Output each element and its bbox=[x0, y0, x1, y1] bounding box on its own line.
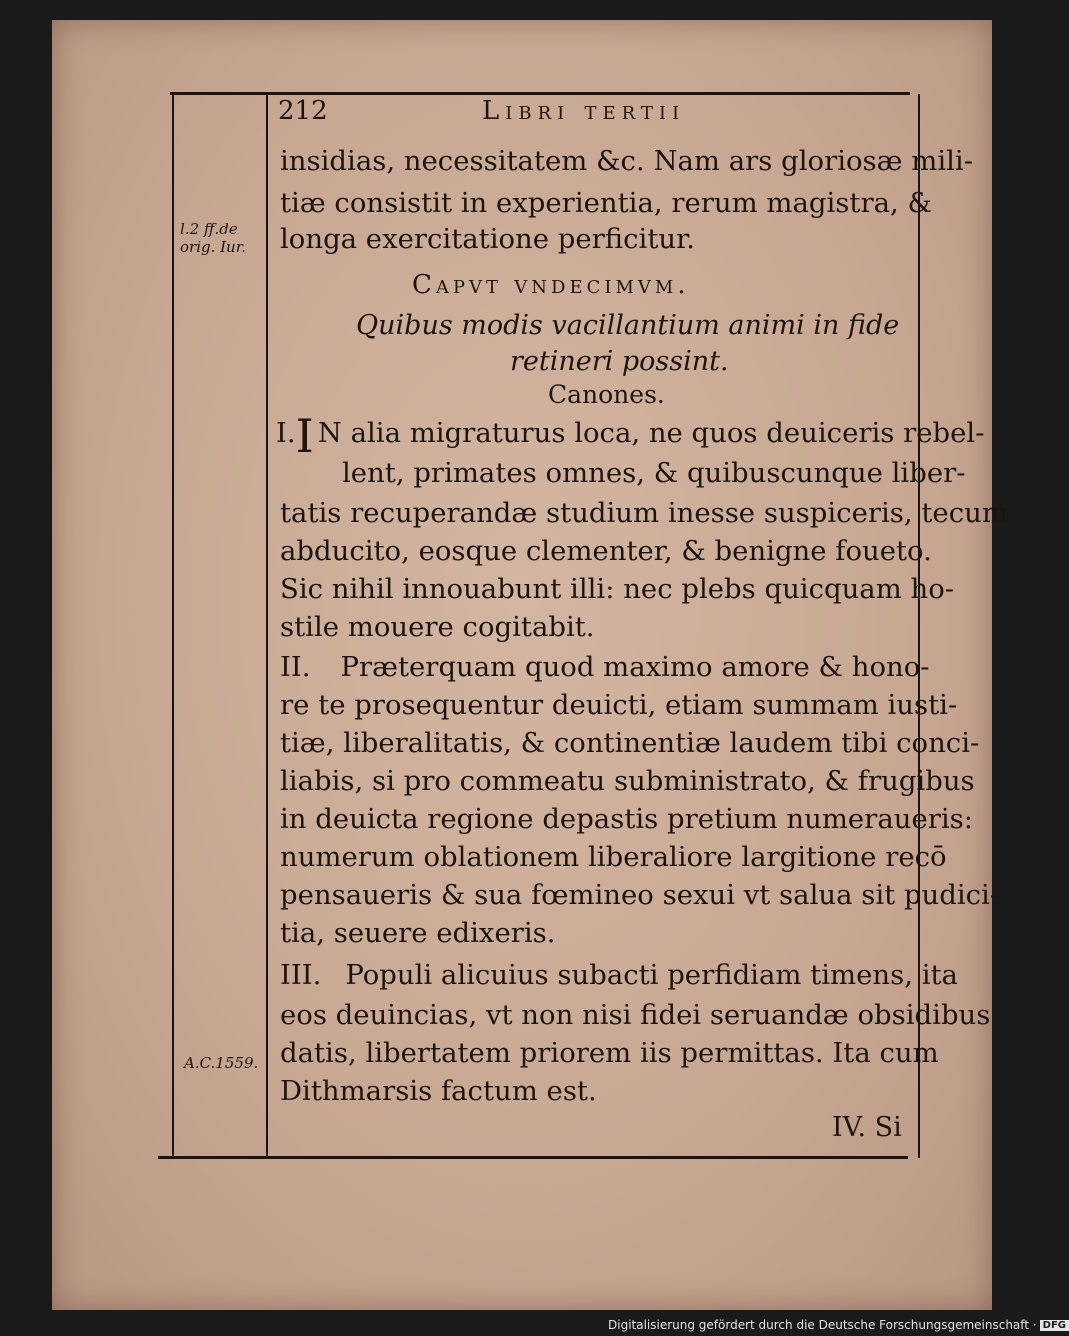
canon-numeral: I. bbox=[276, 417, 296, 449]
catchword: IV. Si bbox=[832, 1112, 902, 1143]
text-line: tiæ, liberalitatis, & continentiæ laudem tibi conci- bbox=[280, 727, 980, 759]
canon-1-first-text: N alia migraturus loca, ne quos deuiceris rebel- bbox=[317, 417, 985, 449]
dfg-logo: DFG bbox=[1040, 1320, 1069, 1331]
canon-numeral: II. bbox=[280, 651, 311, 683]
text-line: tatis recuperandæ studium inesse suspiceris, tecum bbox=[280, 497, 1008, 529]
canon-2-first-text: Præterquam quod maximo amore & hono- bbox=[340, 651, 930, 683]
margin-note-citation: l.2 ff.de orig. Iur. bbox=[180, 220, 247, 256]
text-line: tiæ consistit in experientia, rerum magistra, & bbox=[280, 187, 932, 219]
text-line: insidias, necessitatem &c. Nam ars gloriosæ mili- bbox=[280, 145, 974, 177]
text-line: in deuicta regione depastis pretium numeraueris: bbox=[280, 803, 974, 835]
outer-margin-rule bbox=[172, 94, 174, 1158]
text-line: Sic nihil innouabunt illi: nec plebs quicquam ho- bbox=[280, 573, 955, 605]
canones-heading: Canones. bbox=[548, 380, 665, 409]
text-line: re te prosequentur deuicti, etiam summam iusti- bbox=[280, 689, 958, 721]
canon-3-first-text: Populi alicuius subacti perfidiam timens, ita bbox=[345, 959, 958, 991]
digitization-credit: Digitalisierung gefördert durch die Deutsche Forschungsgemeinschaft · DFG bbox=[608, 1318, 1069, 1332]
running-title: Libri tertii bbox=[482, 96, 686, 126]
text-line: numerum oblationem liberaliore largitione recō bbox=[280, 841, 947, 873]
text-line: eos deuincias, vt non nisi fidei seruandæ obsidibus bbox=[280, 999, 991, 1031]
top-rule bbox=[170, 92, 910, 95]
text-line: longa exercitatione perficitur. bbox=[280, 223, 695, 255]
text-line: abducito, eosque clementer, & benigne foueto. bbox=[280, 535, 932, 567]
canon-3-first-line bbox=[280, 956, 958, 994]
text-line: Dithmarsis factum est. bbox=[280, 1075, 597, 1107]
page-number: 212 bbox=[278, 96, 328, 126]
canon-1-first-line bbox=[276, 409, 985, 463]
canon-2-first-line bbox=[280, 648, 930, 686]
chapter-subtitle-line2: retineri possint. bbox=[510, 346, 729, 377]
drop-cap: I bbox=[295, 409, 314, 463]
text-line: datis, libertatem priorem iis permittas. Ita cum bbox=[280, 1037, 939, 1069]
inner-margin-rule bbox=[266, 94, 268, 1158]
text-line: lent, primates omnes, & quibuscunque liber- bbox=[342, 457, 966, 489]
canon-numeral: III. bbox=[280, 959, 322, 991]
chapter-subtitle-line1: Quibus modis vacillantium animi in fide bbox=[356, 310, 900, 341]
bottom-rule bbox=[158, 1156, 908, 1159]
text-line: liabis, si pro commeatu subministrato, & frugibus bbox=[280, 765, 975, 797]
margin-note-date: A.C.1559. bbox=[184, 1054, 259, 1072]
text-line: pensaueris & sua fœmineo sexui vt salua sit pudici- bbox=[280, 879, 1000, 911]
text-line: stile mouere cogitabit. bbox=[280, 611, 595, 643]
credit-text: Digitalisierung gefördert durch die Deutsche Forschungsgemeinschaft bbox=[608, 1318, 1030, 1332]
chapter-title: Capvt vndecimvm. bbox=[412, 270, 690, 300]
text-line: tia, seuere edixeris. bbox=[280, 917, 556, 949]
